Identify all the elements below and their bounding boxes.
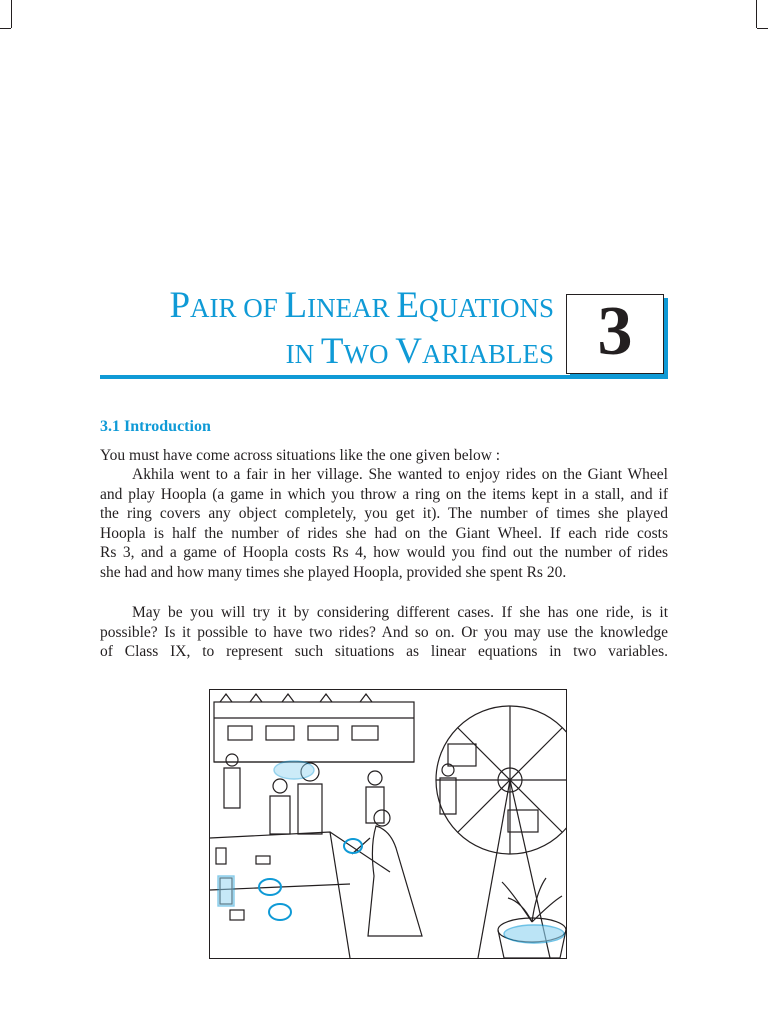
paragraph-line: she had and how many times she played Hoopla, provided she spent Rs 20.: [100, 563, 567, 581]
chapter-title-line-1: [169, 287, 554, 324]
crop-mark-top-right-h: [757, 28, 768, 29]
paragraph-line: possible? Is it possible to have two rides? And so on. Or you may use the knowledge: [100, 623, 668, 641]
title-fragment: AIR OF: [190, 293, 285, 323]
paragraph-cases: [100, 603, 668, 662]
title-fragment: QUATIONS: [419, 293, 554, 323]
chapter-title-line-2: [286, 333, 554, 370]
paragraph-line: of Class IX, to represent such situations as linear equations in two variables.: [100, 643, 668, 661]
title-fragment: T: [320, 331, 344, 372]
paragraph-akhila: [100, 465, 668, 583]
title-fragment: INEAR: [307, 293, 397, 323]
title-fragment: IN: [285, 339, 321, 369]
paragraph-line: May be you will try it by considering different cases. If she has one ride, is it: [132, 604, 668, 621]
fair-illustration: [209, 689, 567, 959]
paragraph-line: the ring covers any object completely, you get it). The number of times she played: [100, 505, 668, 523]
paragraph-line: You must have come across situations like the one given below :: [100, 447, 501, 464]
title-fragment: WO: [343, 339, 396, 369]
crop-mark-top-left-v: [11, 0, 12, 28]
paragraph-line: and play Hoopla (a game in which you throw a ring on the items kept in a stall, and if: [100, 485, 668, 503]
crop-mark-top-left-h: [0, 28, 11, 29]
title-fragment: ARIABLES: [421, 339, 554, 369]
title-fragment: L: [284, 285, 308, 326]
intro-sentence: [100, 446, 668, 466]
fair-illustration-drawing: [210, 690, 566, 958]
paragraph-line: Rs 3, and a game of Hoopla costs Rs 4, how would you find out the number of rides: [100, 544, 668, 562]
paragraph-line: Hoopla is half the number of rides she had on the Giant Wheel. If each ride costs: [100, 524, 668, 542]
title-fragment: E: [396, 285, 419, 326]
ring-on-item-2: [269, 904, 291, 920]
title-fragment: P: [169, 285, 191, 326]
chapter-number: 3: [597, 293, 633, 370]
hoopla-stall: [210, 832, 390, 958]
chapter-number-box: [566, 294, 664, 374]
section-heading: 3.1 Introduction: [100, 418, 211, 435]
paragraph-line: Akhila went to a fair in her village. She wanted to enjoy rides on the Giant Wheel: [132, 466, 668, 483]
man-figure: [298, 784, 322, 834]
title-fragment: V: [395, 331, 422, 372]
title-rule: [100, 375, 668, 379]
crop-mark-top-right-v: [756, 0, 757, 28]
ring-thrown: [344, 839, 362, 853]
stall-row: [214, 702, 414, 762]
